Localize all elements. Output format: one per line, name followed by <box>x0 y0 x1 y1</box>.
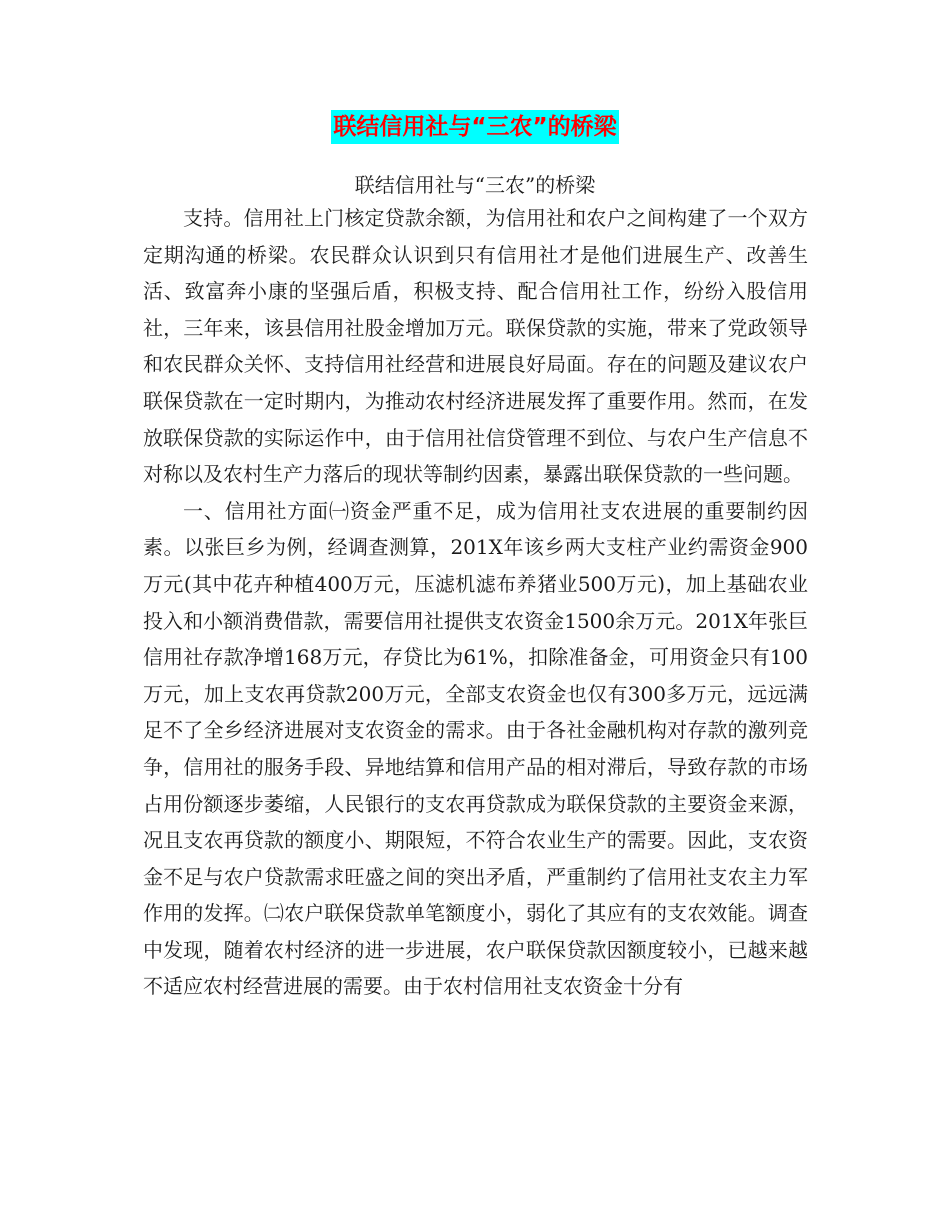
paragraph-1: 支持。信用社上门核定贷款余额，为信用社和农户之间构建了一个双方定期沟通的桥梁。农民群众认识到只有信用社才是他们进展生产、改善生活、致富奔小康的坚强后盾，积极支持、配合信用社工作，纷纷入股信用社，三年来，该县信用社股金增加万元。联保贷款的实施，带来了党政领导和农民群众关怀、支持信用社经营和进展良好局面。存在的问题及建议农户联保贷款在一定时期内，为推动农村经济进展发挥了重要作用。然而，在发放联保贷款的实际运作中，由于信用社信贷管理不到位、与农户生产信息不对称以及农村生产力落后的现状等制约因素，暴露出联保贷款的一些问题。 <box>143 206 808 487</box>
document-body <box>143 200 808 1005</box>
title-wrapper <box>0 110 950 144</box>
document-title: 联结信用社与“三农”的桥梁 <box>331 110 618 144</box>
document-subtitle: 联结信用社与“三农”的桥梁 <box>354 173 596 197</box>
paragraph-2: 一、信用社方面㈠资金严重不足，成为信用社支农进展的重要制约因素。以张巨乡为例，经调查测算，201X年该乡两大支柱产业约需资金900万元(其中花卉种植400万元，压滤机滤布养猪业500万元)，加上基础农业投入和小额消费借款，需要信用社提供支农资金1500余万元。201X年张巨信用社存款净增168万元，存贷比为61%，扣除准备金，可用资金只有100万元，加上支农再贷款200万元，全部支农资金也仅有300多万元，远远满足不了全乡经济进展对支农资金的需求。由于各社金融机构对存款的激列竞争，信用社的服务手段、异地结算和信用产品的相对滞后，导致存款的市场占用份额逐步萎缩，人民银行的支农再贷款成为联保贷款的主要资金来源，况且支农再贷款的额度小、期限短，不符合农业生产的需要。因此，支农资金不足与农户贷款需求旺盛之间的突出矛盾，严重制约了信用社支农主力军作用的发挥。㈡农户联保贷款单笔额度小，弱化了其应有的支农效能。调查中发现，随着农村经济的进一步进展，农户联保贷款因额度较小，已越来越不适应农村经营进展的需要。由于农村信用社支农资金十分有 <box>143 498 808 999</box>
